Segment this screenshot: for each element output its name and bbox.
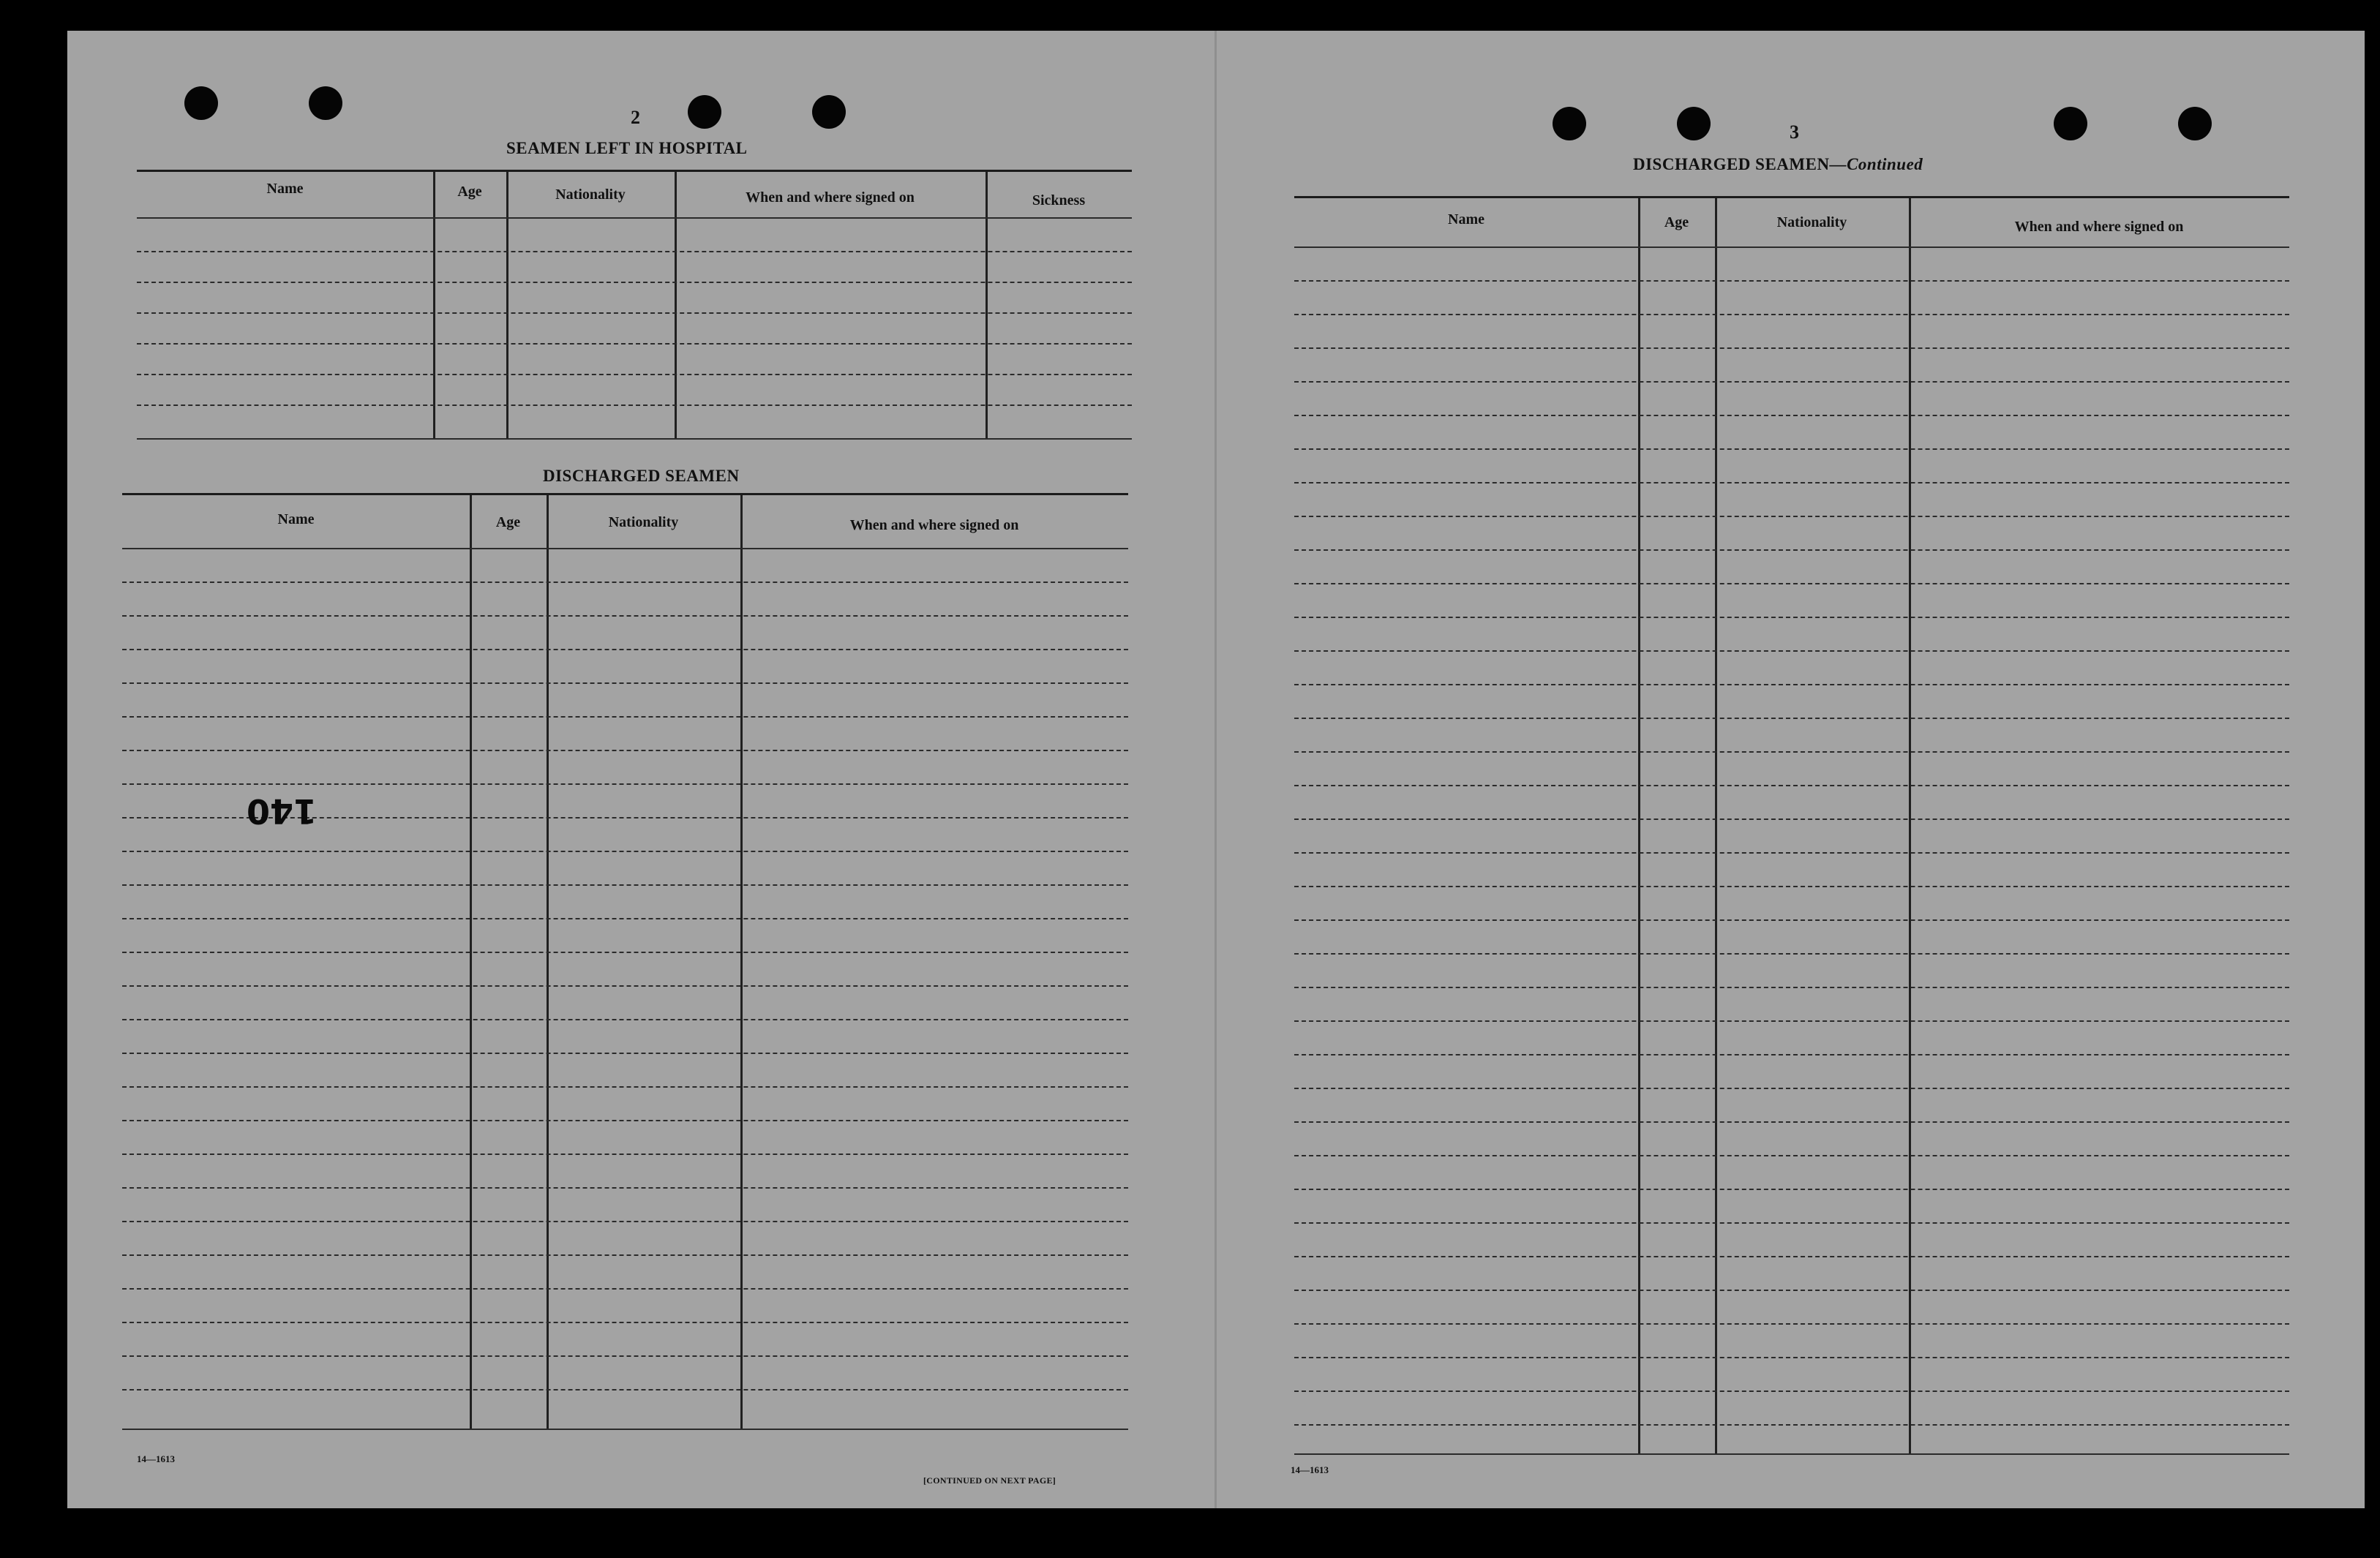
row-line	[1294, 1189, 2289, 1190]
row-line	[122, 682, 1128, 684]
header-rule	[1294, 247, 2289, 248]
row-line	[122, 918, 1128, 919]
continued-note: [CONTINUED ON NEXT PAGE]	[923, 1475, 1056, 1486]
row-line	[1294, 886, 2289, 887]
row-line	[122, 851, 1128, 852]
row-line	[122, 1355, 1128, 1357]
col-header-sickness: Sickness	[1032, 192, 1086, 208]
title-suffix: —Continued	[1829, 155, 1923, 173]
row-line	[1294, 1256, 2289, 1257]
row-line	[122, 1086, 1128, 1088]
row-line	[122, 1221, 1128, 1222]
row-line	[122, 750, 1128, 751]
row-line	[137, 343, 1132, 345]
row-line	[137, 282, 1132, 283]
row-line	[1294, 347, 2289, 349]
col-header-signed-on: When and where signed on	[746, 189, 915, 206]
center-fold	[1215, 31, 1217, 1508]
row-line	[1294, 718, 2289, 719]
header-rule	[137, 217, 1132, 219]
row-line	[122, 783, 1128, 785]
col-header-age: Age	[457, 184, 482, 200]
left-page	[67, 31, 1215, 1508]
row-line	[1294, 1020, 2289, 1022]
col-header-nationality: Nationality	[555, 187, 626, 203]
row-line	[122, 1053, 1128, 1054]
row-line	[122, 884, 1128, 886]
form-number: 14—1613	[137, 1453, 175, 1464]
discharged-continued-title	[1633, 155, 1923, 174]
row-line	[1294, 1121, 2289, 1123]
page-number: 3	[1790, 121, 1799, 143]
col-header-nationality: Nationality	[608, 514, 679, 530]
discharged-continued-table	[1294, 196, 2289, 1456]
row-line	[1294, 650, 2289, 652]
hospital-table	[137, 170, 1132, 450]
row-line	[1294, 516, 2289, 517]
row-line	[1294, 852, 2289, 854]
discharged-section-title: DISCHARGED SEAMEN	[543, 467, 740, 485]
column-divider	[1909, 198, 1911, 1455]
row-line	[1294, 415, 2289, 416]
form-number: 14—1613	[1291, 1464, 1329, 1475]
right-page	[1217, 31, 2365, 1508]
row-line	[122, 1154, 1128, 1155]
row-line	[122, 582, 1128, 583]
handwritten-number: 140	[247, 791, 318, 831]
column-divider	[675, 172, 677, 439]
row-line	[1294, 1357, 2289, 1358]
row-line	[1294, 1390, 2289, 1392]
col-header-name: Name	[266, 181, 304, 197]
hospital-section-title: SEAMEN LEFT IN HOSPITAL	[506, 139, 748, 157]
row-line	[122, 1389, 1128, 1390]
discharged-table	[122, 493, 1128, 1431]
row-line	[1294, 549, 2289, 551]
column-divider	[433, 172, 435, 439]
col-header-age: Age	[495, 514, 521, 530]
row-line	[1294, 1290, 2289, 1291]
row-line	[1294, 919, 2289, 921]
col-header-signed-on: When and where signed on	[2014, 219, 2184, 235]
row-line	[137, 312, 1132, 314]
row-line	[137, 251, 1132, 252]
row-line	[137, 374, 1132, 375]
row-line	[1294, 482, 2289, 483]
column-divider	[1638, 198, 1640, 1455]
col-header-name: Name	[1448, 211, 1484, 227]
column-divider	[547, 495, 549, 1430]
page-number: 2	[631, 107, 640, 128]
row-line	[122, 1288, 1128, 1290]
row-line	[1294, 314, 2289, 315]
row-line	[1294, 684, 2289, 685]
row-line	[1294, 751, 2289, 753]
column-divider	[506, 172, 508, 439]
col-header-age: Age	[1664, 214, 1689, 230]
row-line	[1294, 1054, 2289, 1055]
row-line	[1294, 1222, 2289, 1224]
row-line	[122, 1120, 1128, 1121]
column-divider	[470, 495, 472, 1430]
row-line	[1294, 1424, 2289, 1426]
row-line	[1294, 785, 2289, 786]
row-line	[122, 985, 1128, 987]
row-line	[122, 716, 1128, 718]
col-header-name: Name	[277, 511, 315, 527]
row-line	[1294, 617, 2289, 618]
table-bottom-rule	[1294, 1453, 2289, 1455]
row-line	[1294, 818, 2289, 820]
row-line	[137, 438, 1132, 440]
row-line	[122, 649, 1128, 650]
title-main: DISCHARGED SEAMEN	[1633, 155, 1830, 173]
row-line	[122, 1187, 1128, 1189]
row-line	[1294, 953, 2289, 955]
row-line	[1294, 280, 2289, 282]
col-header-signed-on: When and where signed on	[849, 517, 1019, 533]
document-sheet	[67, 31, 2365, 1508]
row-line	[1294, 448, 2289, 450]
table-bottom-rule	[122, 1429, 1128, 1430]
row-line	[122, 1254, 1128, 1256]
column-divider	[986, 172, 988, 439]
row-line	[1294, 1155, 2289, 1156]
row-line	[1294, 1323, 2289, 1325]
column-divider	[1715, 198, 1717, 1455]
row-line	[137, 404, 1132, 406]
header-rule	[122, 548, 1128, 549]
column-divider	[740, 495, 743, 1430]
row-line	[122, 1322, 1128, 1323]
row-line	[1294, 987, 2289, 988]
row-line	[122, 952, 1128, 953]
row-line	[122, 1019, 1128, 1020]
col-header-nationality: Nationality	[1776, 214, 1847, 230]
row-line	[1294, 1088, 2289, 1089]
row-line	[122, 615, 1128, 617]
row-line	[1294, 583, 2289, 584]
row-line	[1294, 381, 2289, 383]
